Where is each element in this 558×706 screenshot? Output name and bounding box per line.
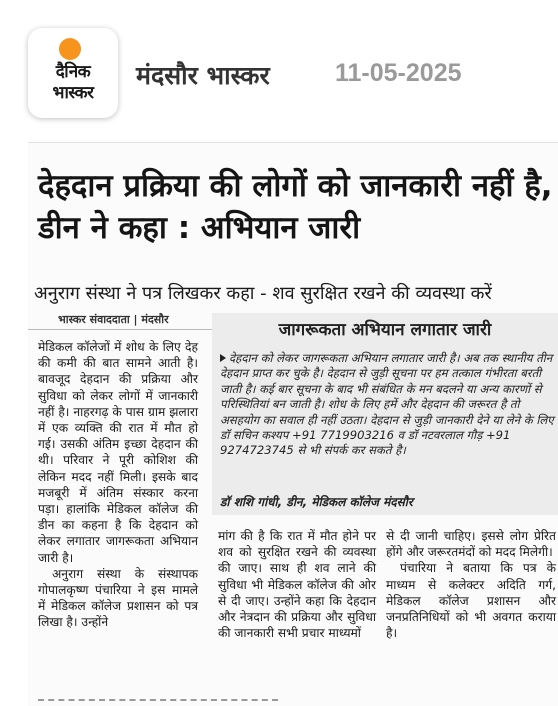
- paragraph: मांग की है कि रात में मौत होने पर शव को सुरक्षित रखने की व्यवस्था की जाए। साथ ही शव लाने की सुविधा भी मेडिकल कॉलेज की ओर से दी जाए। उन्होंने कहा कि देहदान और नेत्रदान की प्रक्रिया और सुविधा की जानकारी सभी प्रचार माध्यमों: [218, 529, 376, 641]
- bottom-divider: [38, 699, 278, 701]
- paragraph: से दी जानी चाहिए। इससे लोग प्रेरित होंगे और जरूरतमंदों को मदद मिलेगी।: [386, 529, 556, 560]
- publication-date: 11-05-2025: [335, 59, 462, 87]
- article-subhead: अनुराग संस्था ने पत्र लिखकर कहा - शव सुरक्षित रखने की व्यवस्था करें: [34, 283, 492, 304]
- logo-text-line2: भास्कर: [52, 83, 94, 103]
- article-byline: भास्कर संवाददाता | मंदसौर: [58, 313, 169, 326]
- quote-box: [212, 313, 558, 515]
- article-column-2: [218, 528, 376, 641]
- sun-logo-icon: [59, 38, 81, 60]
- article-headline: देहदान प्रक्रिया की लोगों को जानकारी नहीं है, डीन ने कहा : अभियान जारी: [38, 168, 553, 246]
- paragraph: पंचारिया ने बताया कि पत्र के माध्यम से कलेक्टर अदिति गर्ग, मेडिकल कॉलेज प्रशासन और जनप्रतिनिधियों को भी अवगत कराया है।: [386, 561, 556, 641]
- bullet-triangle-icon: [220, 354, 226, 362]
- logo-text-line1: दैनिक: [55, 62, 91, 82]
- article-column-3: [386, 528, 556, 641]
- quote-text: देहदान को लेकर जागरूकता अभियान लगातार जारी है। अब तक स्थानीय तीन देहदान प्राप्त कर चुके है। देहदान से जुड़ी सूचना पर हम तत्काल गंभीरता बरती जाती है। कई बार सूचना के बाद भी संबंधित के मन बदलने या अन्य कारणों से परिस्थितियां बन जाती है। शोध के लिए हमें और देहदान की जरूरत है तो असहयोग का सवाल ही नहीं उठता। देहदान से जुड़ी जानकारी देने या लेने के लिए डॉ सचिन कश्यप +91 7719903216 व डॉ नटवरलाल गौड़ +91 9274723745 से भी संपर्क कर सकते है।: [220, 351, 554, 458]
- paragraph: अनुराग संस्था के संस्थापक गोपालकृष्ण पंचारिया ने इस मामले में मेडिकल कॉलेज प्रशासन को पत्र लिखा है। उन्होंने: [38, 566, 198, 630]
- news-clipping: [28, 142, 558, 706]
- article-column-1: [38, 339, 198, 631]
- page-header: [0, 0, 558, 132]
- paragraph: मेडिकल कॉलेजों में शोध के लिए देह की कमी की बात सामने आती है। बावजूद देहदान की प्रक्रिया और सुविधा को लेकर लोगों में जानकारी नहीं है। नाहरगढ़ के पास ग्राम झलारा में एक व्यक्ति की रात में मौत हो गई। उसकी अंतिम इच्छा देहदान की थी। परिवार ने पूरी कोशिश की लेकिन मदद नहीं मिली। इसके बाद मजबूरी में अंतिम संस्कार करना पड़ा। हालांकि मेडिकल कॉलेज की डीन का कहना है कि देहदान को लेकर लगातार जागरूकता अभियान जारी है।: [38, 340, 198, 565]
- quote-signature: डॉ शशि गांधी, डीन, मेडिकल कॉलेज मंदसौर: [220, 495, 413, 509]
- dainik-bhaskar-logo: [28, 28, 118, 118]
- quote-box-text: [220, 351, 554, 459]
- quote-box-title: जागरूकता अभियान लगातार जारी: [278, 320, 492, 340]
- byline-divider: [28, 329, 218, 330]
- edition-name: मंदसौर भास्कर: [136, 61, 270, 90]
